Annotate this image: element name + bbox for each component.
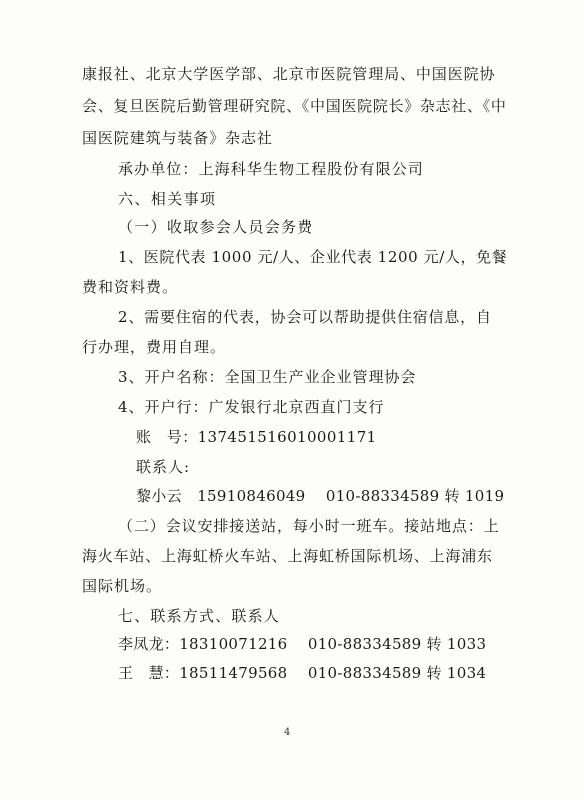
text-line-host-unit: 承办单位：上海科华生物工程股份有限公司 [118, 160, 424, 178]
text-line-shuttle-locations-cont: 国际机场。 [82, 577, 163, 595]
text-line-fee-amounts: 1、医院代表 1000 元/人、企业代表 1200 元/人，免餐 [118, 248, 508, 266]
text-line-fee-amounts-cont: 费和资料费。 [82, 278, 179, 296]
text-line-accommodation: 2、需要住宿的代表，协会可以帮助提供住宿信息，自 [118, 308, 492, 326]
page-number: 4 [284, 727, 291, 738]
text-line-contact-person: 黎小云 15910846049 010-88334589 转 1019 [136, 487, 505, 505]
subsection-heading-fees: （一）收取参会人员会务费 [118, 218, 314, 236]
text-line-organizers-1: 康报社、北京大学医学部、北京市医院管理局、中国医院协 [82, 65, 496, 83]
text-line-accommodation-cont: 行办理，费用自理。 [82, 338, 227, 356]
text-line-contact-1: 李凤龙：18310071216 010-88334589 转 1033 [118, 635, 487, 653]
text-line-organizers-2: 会、复旦医院后勤管理研究院、《中国医院院长》杂志社、《中 [82, 97, 507, 115]
text-line-account-number: 账 号：137451516010001171 [136, 428, 377, 446]
text-line-contact-2: 王 慧：18511479568 010-88334589 转 1034 [118, 664, 487, 682]
text-line-contact-label: 联系人: [136, 458, 191, 476]
text-line-organizers-3: 国医院建筑与装备》杂志社 [82, 129, 273, 147]
section-heading-contacts: 七、联系方式、联系人 [118, 607, 281, 625]
section-heading-related-matters: 六、相关事项 [118, 190, 217, 208]
text-line-shuttle-locations: 海火车站、上海虹桥火车站、上海虹桥国际机场、上海浦东 [82, 547, 493, 565]
text-line-bank: 4、开户行：广发银行北京西直门支行 [118, 398, 385, 416]
subsection-heading-shuttle: （二）会议安排接送站，每小时一班车。接站地点：上 [118, 517, 500, 535]
text-line-account-name: 3、开户名称：全国卫生产业企业管理协会 [118, 368, 417, 386]
